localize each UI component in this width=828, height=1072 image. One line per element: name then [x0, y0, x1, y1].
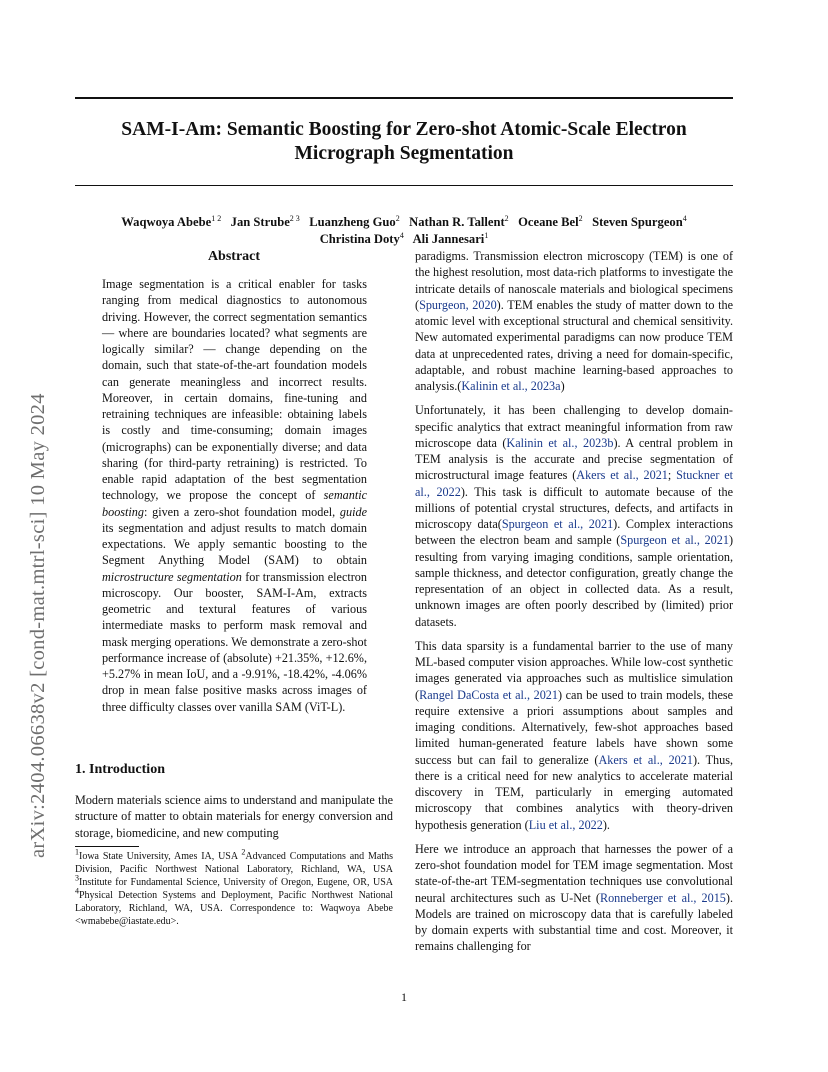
paragraph: Here we introduce an approach that harnesses the power of a zero-shot foundation model for TEM image segmentation. Most state-of-the-art TEM-segmentation techniques use convolutional neural architectures such as U-Net (Ronneberger et al., 2015). Models are trained on microscopy data that is carefully labeled by domain experts with substantial time and cost. Moreover, it remains challenging for	[415, 841, 733, 954]
citation-link[interactable]: Spurgeon et al., 2021	[620, 533, 729, 548]
paper-title: SAM-I-Am: Semantic Boosting for Zero-shot Atomic-Scale Electron Micrograph Segmentation	[121, 119, 687, 164]
author: Steven Spurgeon$^4$	[592, 213, 687, 229]
citation-link[interactable]: Akers et al., 2021	[576, 468, 668, 483]
citation-link[interactable]: Ronneberger et al., 2015	[599, 890, 726, 905]
citation-link[interactable]: Spurgeon, 2020	[419, 297, 497, 312]
author: Christina Doty$^4$	[319, 230, 404, 246]
citation-link[interactable]: Rangel DaCosta et al., 2021	[419, 687, 558, 702]
citation-link[interactable]: Akers et al., 2021	[598, 752, 693, 767]
author: Luanzheng Guo$^2$	[309, 213, 400, 229]
paragraph: paradigms. Transmission electron microscopy (TEM) is one of the highest resolution, most data-rich platforms to investigate the intricate details of nanoscale materials and biological specimens (Spurgeon, 2020). TEM enables the study of matter down to the atomic level with exceptional structural and chemical sensitivity. New automated experimental paradigms can now produce TEM data at unprecedented rates, driving a need for domain-specific, adaptable, and robust machine learning-based approaches to analysis.(Kalinin et al., 2023a)	[415, 249, 733, 393]
citation-link[interactable]: Liu et al., 2022	[528, 817, 603, 832]
arxiv-identifier: arXiv:2404.06638v2 [cond-mat.mtrl-sci] 10 May 2024	[27, 393, 49, 858]
abstract-body: Image segmentation is a critical enabler for tasks ranging from medical diagnostics to autonomous driving. However, the correct segmentation semantics — where are boundaries located? what segments are logically similar? — change depending on the domain, such that state-of-the-art foundation models can generate meaningless and incorrect results. Moreover, in certain domains, fine-tuning and retraining techniques are infeasible: obtaining labels is costly and time-consuming; domain images (micrographs) can be exponentially diverse; and data sharing (for third-party retraining) is restricted. To enable rapid adaptation of the best segmentation technology, we propose the concept of semantic boosting: given a zero-shot foundation model, guide its segmentation and adjust results to match domain expectations. We apply semantic boosting to the Segment Anything Model (SAM) to obtain microstructure segmentation for transmission electron microscopy. Our booster, SAM-I-Am, extracts geometric and textural features of various intermediate masks to perform mask removal and mask merging operations. We demonstrate a zero-shot performance increase of (absolute) +21.35%, +12.6%, +5.27% in mean IoU, and a -9.91%, -18.42%, -4.06% drop in mean false positive masks across images of three difficulty classes over vanilla SAM (ViT-L).	[102, 277, 367, 714]
author: Jan Strube$^{2 3}$	[230, 213, 300, 229]
page-number: 1	[401, 990, 407, 1004]
author: Nathan R. Tallent$^2$	[409, 213, 509, 229]
section-heading-introduction: 1. Introduction	[75, 762, 165, 777]
author: Ali Jannesari$^1$	[412, 230, 489, 246]
footnote-rule	[75, 846, 139, 847]
citation-link[interactable]: Kalinin et al., 2023b	[506, 435, 614, 450]
author: Oceane Bel$^2$	[518, 213, 583, 229]
author: Waqwoya Abebe$^{1 2}$	[121, 213, 222, 229]
introduction-left-paragraph: Modern materials science aims to understand and manipulate the structure of matter to obtain materials for energy conversion and storage, biomedicine, and new computing	[75, 793, 393, 840]
paragraph: This data sparsity is a fundamental barrier to the use of many ML-based computer vision approaches. While low-cost synthetic images generated via approaches such as multislice simulation (Rangel DaCosta et al., 2021) can be used to train models, these require extensive a priori assumptions about samples and imaging conditions. Alternatively, few-shot approaches based limited human-generated feature labels have shown some success but can fail to generalize (Akers et al., 2021). Thus, there is a critical need for new analytics to accelerate material discovery in TEM, particularly in emerging automated microscopy that combines analytics with theory-driven hypothesis generation (Liu et al., 2022).	[415, 638, 734, 832]
citation-link[interactable]: Spurgeon et al., 2021	[501, 517, 614, 531]
introduction-right-column	[415, 248, 733, 963]
author-list	[75, 214, 733, 248]
paragraph: Unfortunately, it has been challenging to develop domain-specific analytics that extract meaningful information from raw microscope data (Kalinin et al., 2023b). A central problem in TEM analysis is the accurate and precise segmentation of microstructural image features (Akers et al., 2021; Stuckner et al., 2022). This task is difficult to automate because of the millions of potential crystal structures, defects, and artifacts in microscopy data(Spurgeon et al., 2021). Complex interactions between the electron beam and sample (Spurgeon et al., 2021) resulting from varying imaging conditions, sample orientation, sample thickness, and detector configuration, greatly change the representation of an object in collected data. As a result, unknown images are often poorly described by (limited) prior datasets.	[415, 403, 734, 629]
title-top-rule	[75, 97, 733, 99]
citation-link[interactable]: Kalinin et al., 2023a	[461, 379, 561, 393]
affiliation-footnote: $^1$Iowa State University, Ames IA, USA $^2$Advanced Computations and Maths Division, Pacific Northwest National Laboratory, Richland, WA, USA $^3$Institute for Fundamental Science, University of Oregon, Eugene, OR, USA $^4$Physical Detection Systems and Deployment, Pacific Northwest National Laboratory, Richland, WA, USA. Correspondence to: Waqwoya Abebe <wmabebe@iastate.edu>.	[75, 847, 394, 927]
citation-link[interactable]: Stuckner et al., 2022	[415, 468, 734, 499]
title-bottom-rule	[75, 185, 733, 186]
abstract-heading: Abstract	[207, 249, 261, 264]
